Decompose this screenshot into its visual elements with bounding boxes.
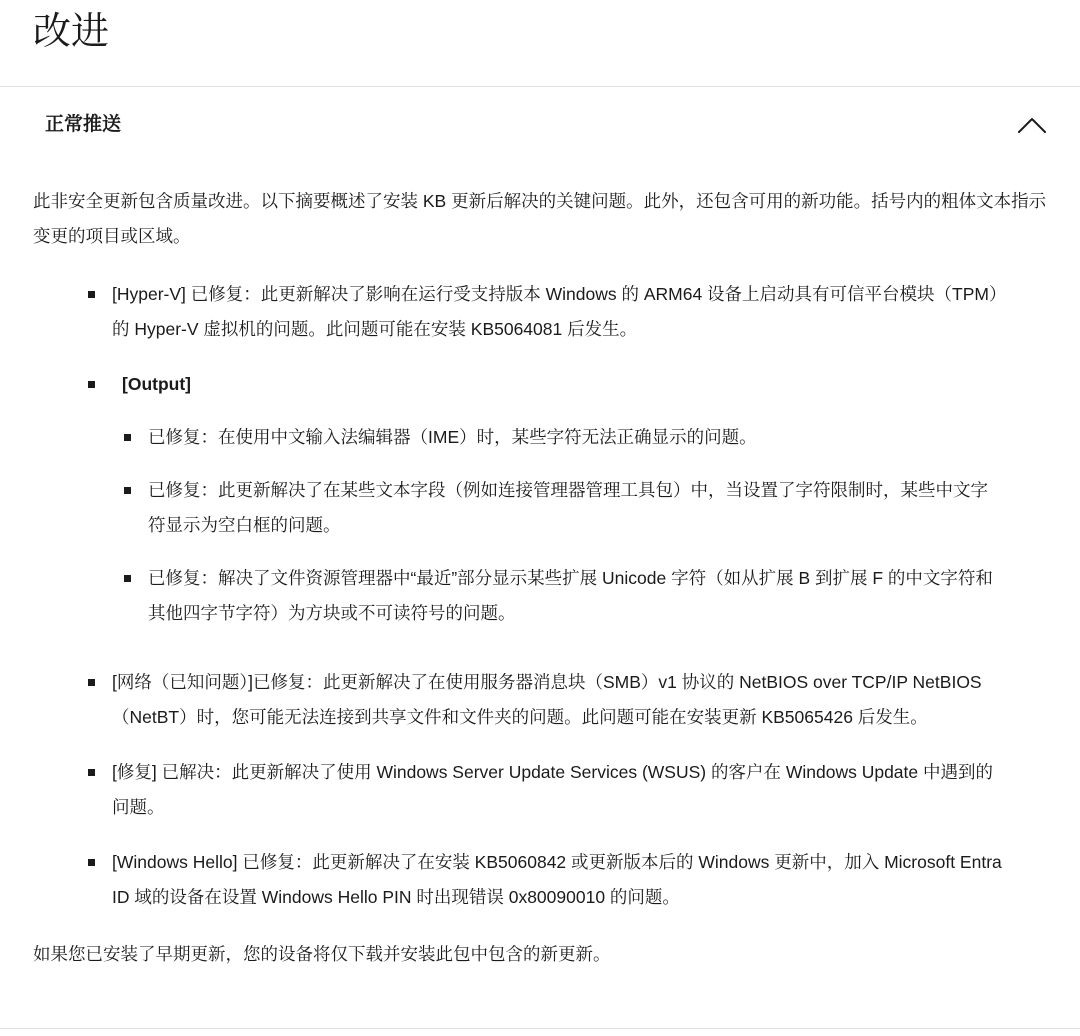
improvements-list: [33, 277, 1047, 915]
kb-article-page: [0, 6, 1080, 1036]
bullet-icon: [88, 381, 95, 388]
list-item: [88, 755, 1047, 825]
list-item-lead: [Output]: [122, 374, 191, 394]
rollout-section: [33, 113, 1047, 972]
outro-paragraph: 如果您已安装了早期更新，您的设备将仅下载并安装此包中包含的新更新。: [33, 944, 611, 964]
bullet-icon: [124, 487, 131, 494]
list-item-group: [112, 367, 993, 645]
bullet-icon: [124, 434, 131, 441]
list-item-text: 已修复：在使用中文输入法编辑器（IME）时，某些字符无法正确显示的问题。: [148, 427, 757, 447]
chevron-up-icon[interactable]: [1017, 116, 1047, 135]
bullet-icon: [88, 769, 95, 776]
list-item-text: [修复] 已解决：此更新解决了使用 Windows Server Update Services (WSUS) 的客户在 Windows Update 中遇到的问题。: [112, 762, 993, 817]
list-item: [124, 473, 993, 543]
section-body: [33, 184, 1047, 972]
list-item-text: 已修复：此更新解决了在某些文本字段（例如连接管理器管理工具包）中，当设置了字符限制时，某些中文字符显示为空白框的问题。: [148, 480, 988, 535]
output-sublist: [112, 420, 993, 631]
list-item-text: [Hyper-V] 已修复：此更新解决了影响在运行受支持版本 Windows 的 ARM64 设备上启动具有可信平台模块（TPM）的 Hyper-V 虚拟机的问题。此问题可能在安装 KB5064081 后发生。: [112, 284, 998, 339]
intro-paragraph: 此非安全更新包含质量改进。以下摘要概述了安装 KB 更新后解决的关键问题。此外，还包含可用的新功能。括号内的粗体文本指示变更的项目或区域。: [33, 191, 1047, 246]
bullet-icon: [88, 291, 95, 298]
section-header-label: 正常推送: [45, 114, 122, 135]
title-divider: [0, 86, 1080, 87]
list-item-text: [Windows Hello] 已修复：此更新解决了在安装 KB5060842 或更新版本后的 Windows 更新中，加入 Microsoft Entra ID 域的设备在设置 Windows Hello PIN 时出现错误 0x80090010 的问题。: [112, 852, 1002, 907]
list-item-text: [网络（已知问题）]已修复：此更新解决了在使用服务器消息块（SMB）v1 协议的 NetBIOS over TCP/IP NetBIOS（NetBT）时，您可能无法连接到共享文件和文件夹的问题。此问题可能在安装更新 KB5065426 后发生。: [112, 672, 982, 727]
section-collapse-header[interactable]: [33, 113, 1047, 137]
list-item: [88, 277, 1047, 347]
bullet-icon: [124, 575, 131, 582]
list-item: [124, 561, 993, 631]
list-item: [88, 845, 1047, 915]
list-item: [124, 420, 993, 455]
bottom-divider: [0, 1028, 1080, 1029]
bullet-icon: [88, 679, 95, 686]
page-title: 改进: [33, 11, 110, 53]
list-item-text: 已修复：解决了文件资源管理器中“最近”部分显示某些扩展 Unicode 字符（如从扩展 B 到扩展 F 的中文字符和其他四字节字符）为方块或不可读符号的问题。: [148, 568, 993, 623]
bullet-icon: [88, 859, 95, 866]
list-item: [88, 665, 1047, 735]
list-item: [88, 367, 1047, 645]
